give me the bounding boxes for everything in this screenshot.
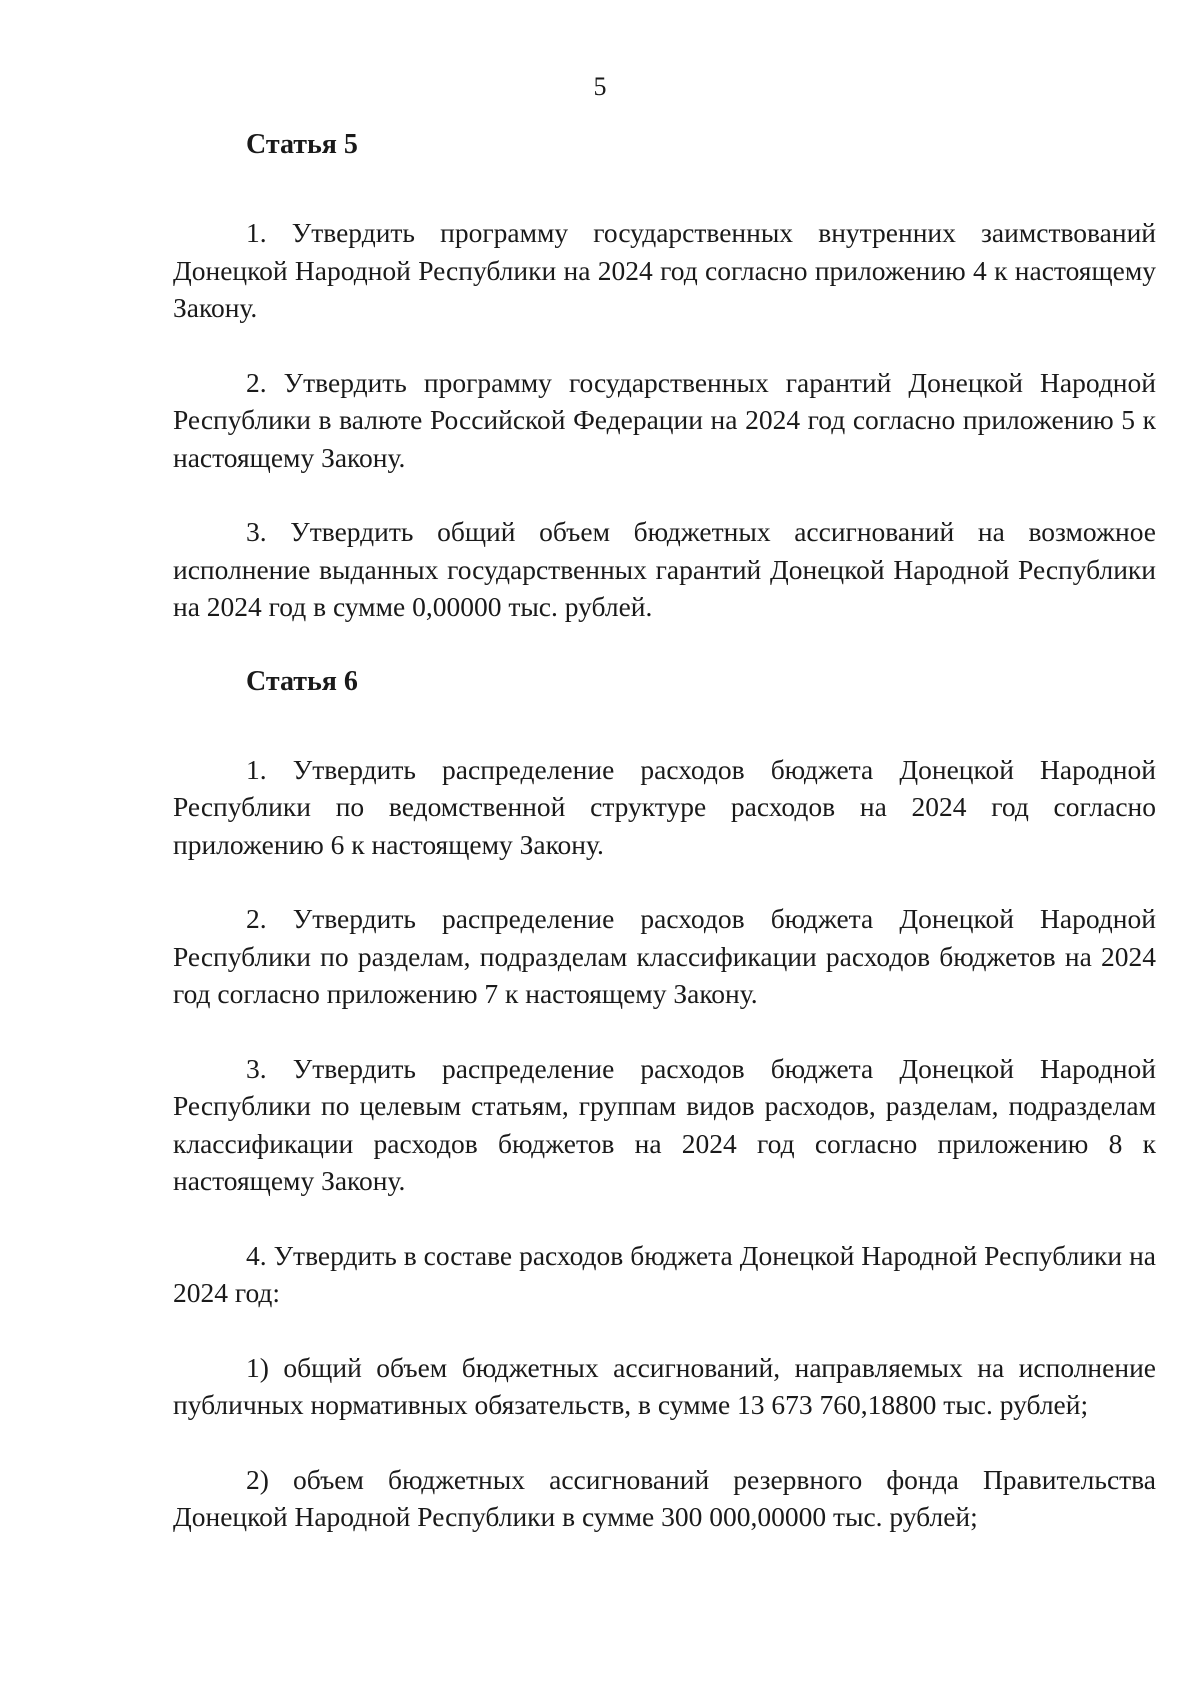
article-6-paragraph-3: 3. Утвердить распределение расходов бюджета Донецкой Народной Республики по целевым статьям, группам видов расходов, разделам, подразделам классификации расходов бюджетов на 2024 год согласно приложению 8 к настоящему Закону.: [173, 1052, 1156, 1196]
article-6-paragraph-2: 2. Утвердить распределение расходов бюджета Донецкой Народной Республики по разделам, подразделам классификации расходов бюджетов на 2024 год согласно приложению 7 к настоящему Закону.: [173, 903, 1156, 1009]
document-body: [173, 126, 1156, 1536]
article-6-paragraph-1: 1. Утвердить распределение расходов бюджета Донецкой Народной Республики по ведомственной структуре расходов на 2024 год согласно приложению 6 к настоящему Закону.: [173, 753, 1156, 860]
article-6-subitem-1: 1) общий объем бюджетных ассигнований, направляемых на исполнение публичных нормативных обязательств, в сумме 13 673 760,18800 тыс. рублей;: [173, 1351, 1156, 1420]
article-5-title: Статья 5: [246, 129, 358, 160]
article-6-paragraph-4: 4. Утвердить в составе расходов бюджета Донецкой Народной Республики на 2024 год:: [173, 1239, 1156, 1308]
article-5-paragraph-3: 3. Утвердить общий объем бюджетных ассигнований на возможное исполнение выданных государственных гарантий Донецкой Народной Республики на 2024 год в сумме 0,00000 тыс. рублей.: [173, 516, 1156, 622]
page-number: 5: [593, 72, 607, 101]
article-6-title: Статья 6: [246, 665, 358, 697]
article-5-paragraph-2: 2. Утвердить программу государственных гарантий Донецкой Народной Республики в валюте Российской Федерации на 2024 год согласно приложению 5 к настоящему Закону.: [173, 366, 1156, 473]
article-5-paragraph-1: 1. Утвердить программу государственных внутренних заимствований Донецкой Народной Республики на 2024 год согласно приложению 4 к настоящему Закону.: [173, 217, 1156, 323]
article-6-subitem-2: 2) объем бюджетных ассигнований резервного фонда Правительства Донецкой Народной Республики в сумме 300 000,00000 тыс. рублей;: [173, 1463, 1156, 1532]
